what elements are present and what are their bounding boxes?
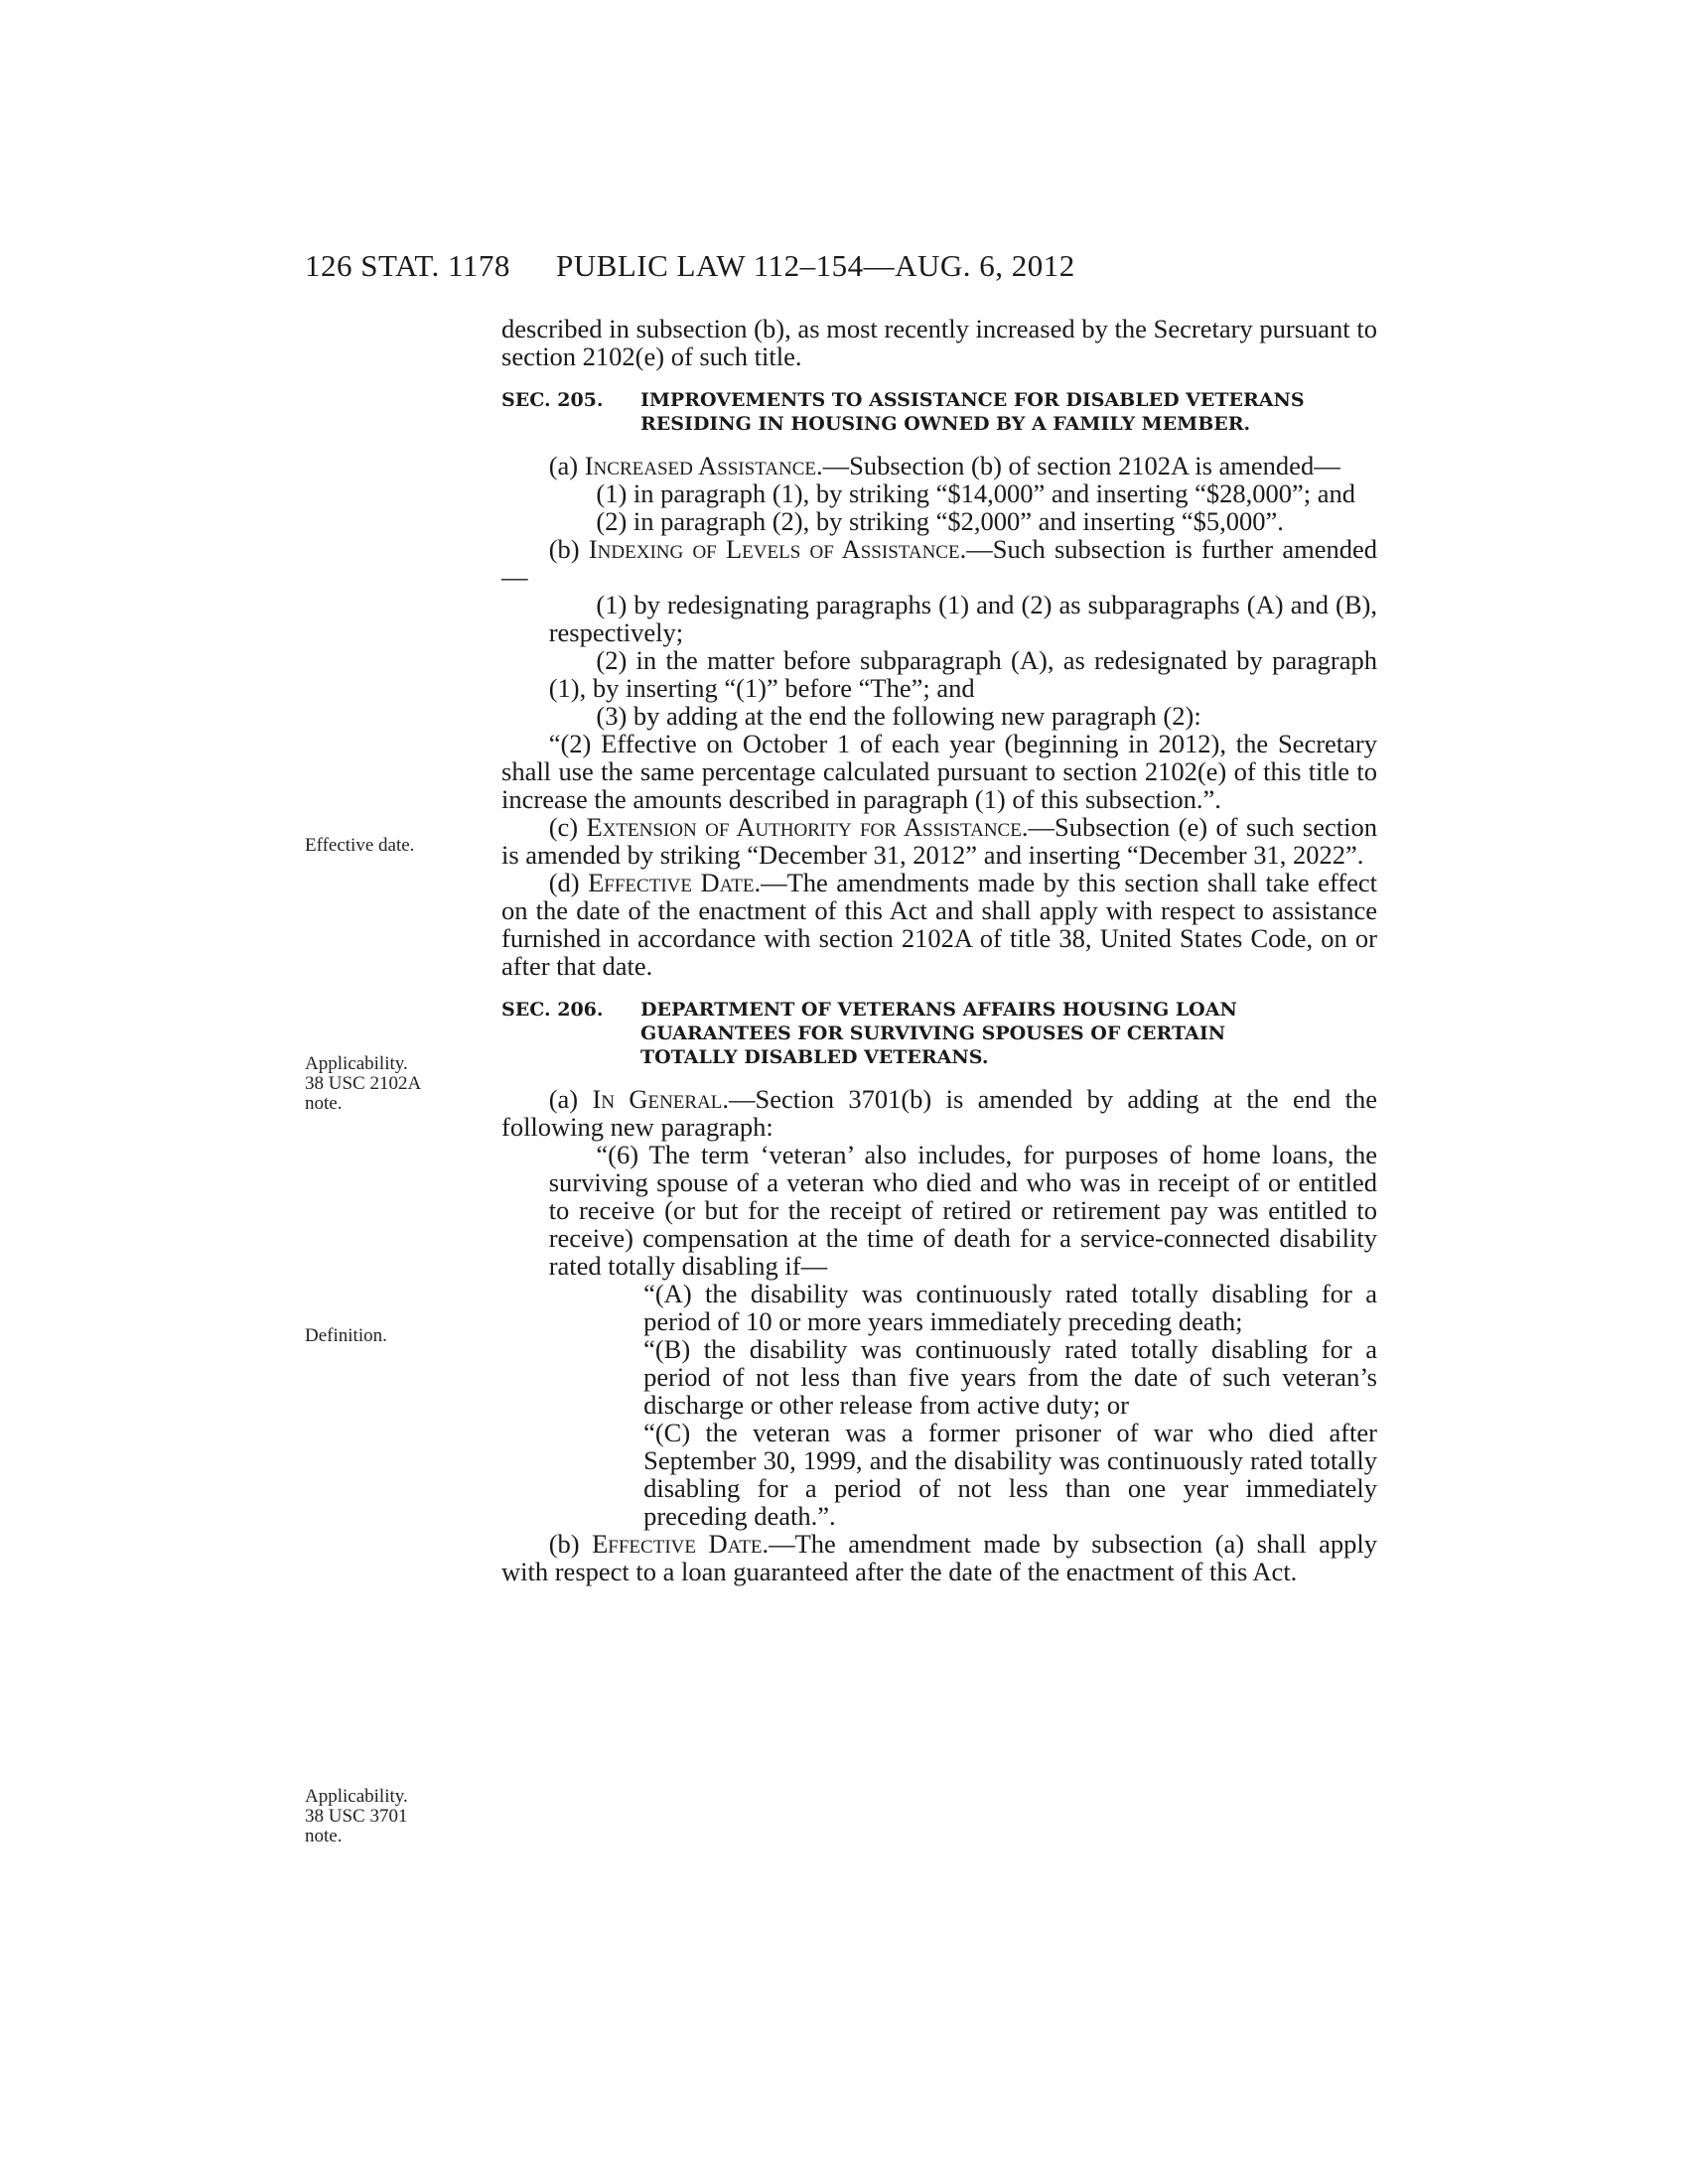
section-title-line: GUARANTEES FOR SURVIVING SPOUSES OF CERTAIN [640, 1023, 1226, 1044]
document-body [501, 315, 1377, 1585]
subsection-c [501, 813, 1377, 869]
subsection-text: —Subsection (b) of section 2102A is amended— [822, 451, 1340, 480]
margin-note-effective-date [305, 836, 464, 856]
section-number: SEC. 206. [501, 999, 604, 1021]
subsection-heading: Extension of Authority for Assistance. [586, 812, 1029, 842]
section-206-heading [501, 998, 1377, 1069]
statute-citation: 126 STAT. 1178 [305, 248, 510, 283]
subsection-a [501, 452, 1377, 479]
subsection-text: —The amendment made by subsection (a) shall apply with respect to a loan guaranteed after the date of the enactment of this Act. [501, 1529, 1378, 1586]
quoted-paragraph-6 [549, 1141, 1377, 1280]
subsection-label: (a) [548, 451, 579, 480]
margin-note-note: note. [305, 1093, 343, 1114]
paragraph-a2: (2) in paragraph (2), by striking “$2,000” and inserting “$5,000”. [596, 506, 1284, 536]
subsection-label: (a) [548, 1084, 579, 1114]
subsection-heading: Indexing of Levels of Assistance. [588, 534, 967, 564]
subsection-text: —Subsection (e) of such section is amended by striking “December 31, 2012” and inserting “December 31, 2022”. [501, 812, 1377, 870]
subsection-text: —Such subsection is further amended— [501, 534, 1378, 592]
subsection-b [501, 1530, 1377, 1585]
margin-note-applicability-1 [305, 1054, 464, 1114]
subsection-d [501, 869, 1377, 980]
margin-note-text: Definition. [305, 1325, 387, 1346]
subsection-label: (b) [548, 1529, 580, 1559]
subsection-label: (b) [548, 534, 580, 564]
margin-note-definition [305, 1326, 464, 1346]
page-header [0, 248, 1688, 288]
section-title-line: IMPROVEMENTS TO ASSISTANCE FOR DISABLED VETERANS [640, 389, 1305, 411]
section-number: SEC. 205. [501, 389, 604, 411]
section-title-line: TOTALLY DISABLED VETERANS. [640, 1046, 989, 1068]
section-title-line: DEPARTMENT OF VETERANS AFFAIRS HOUSING LOAN [640, 999, 1237, 1021]
subsection-b [501, 535, 1377, 591]
margin-note-note: note. [305, 1826, 343, 1846]
quoted-subparagraph-b: “(B) the disability was continuously rated totally disabling for a period of not less than five years from the date of such veteran’s discharge or other release from active duty; or [643, 1334, 1377, 1420]
margin-note-text: Applicability. [305, 1786, 408, 1807]
paragraph-a1: (1) in paragraph (1), by striking “$14,000” and inserting “$28,000”; and [596, 478, 1355, 508]
margin-note-usc: 38 USC 3701 [305, 1806, 408, 1827]
quoted-paragraph-2: “(2) Effective on October 1 of each year (beginning in 2012), the Secretary shall use the same percentage calculated pursuant to section 2102(e) of this title to increase the amounts described in paragraph (1) of this subsection.”. [501, 729, 1377, 814]
subsection-label: (c) [548, 812, 579, 842]
subsection-heading: Increased Assistance. [584, 451, 823, 480]
subsection-label: (d) [548, 868, 580, 897]
margin-note-applicability-2 [305, 1787, 464, 1846]
quoted-paragraph-6-text: “(6) The term ‘veteran’ also includes, for purposes of home loans, the surviving spouse of a veteran who died and who was in receipt of or entitled to receive (or but for the receipt of retired or retirement pay was entitled to receive) compensation at the time of death for a service-connected disability rated totally disabling if— [548, 1140, 1377, 1281]
paragraph-b3: (3) by adding at the end the following new paragraph (2): [596, 701, 1201, 731]
quoted-subparagraphs [643, 1280, 1377, 1530]
margin-note-usc: 38 USC 2102A [305, 1073, 422, 1094]
section-205-heading [501, 388, 1377, 436]
section-title-line: RESIDING IN HOUSING OWNED BY A FAMILY MEMBER. [640, 413, 1251, 435]
subsection-heading: In General. [592, 1084, 730, 1114]
subsection-heading: Effective Date. [592, 1529, 770, 1559]
subsection-heading: Effective Date. [588, 868, 762, 897]
subsection-text: —The amendments made by this section shall take effect on the date of the enactment of this Act and shall apply with respect to assistance furnished in accordance with section 2102A of title 38, United States Code, on or after that date. [501, 868, 1378, 981]
quoted-subparagraph-a: “(A) the disability was continuously rated totally disabling for a period of 10 or more years immediately preceding death; [643, 1279, 1377, 1336]
margin-note-text: Effective date. [305, 835, 415, 856]
subsection-text: —Section 3701(b) is amended by adding at the end the following new paragraph: [501, 1084, 1377, 1142]
opening-paragraph: described in subsection (b), as most recently increased by the Secretary pursuant to section 2102(e) of such title. [501, 314, 1377, 371]
margin-note-text: Applicability. [305, 1053, 408, 1074]
paragraph-b1: (1) by redesignating paragraphs (1) and (2) as subparagraphs (A) and (B), respectively; [548, 590, 1377, 647]
public-law-citation: PUBLIC LAW 112–154—AUG. 6, 2012 [556, 248, 1075, 283]
paragraph-b2: (2) in the matter before subparagraph (A), as redesignated by paragraph (1), by inserting “(1)” before “The”; and [548, 645, 1377, 703]
subsection-a [501, 1085, 1377, 1141]
quoted-subparagraph-c: “(C) the veteran was a former prisoner of war who died after September 30, 1999, and the disability was continuously rated totally disabling for a period of not less than one year immediately preceding death.”. [643, 1418, 1377, 1531]
